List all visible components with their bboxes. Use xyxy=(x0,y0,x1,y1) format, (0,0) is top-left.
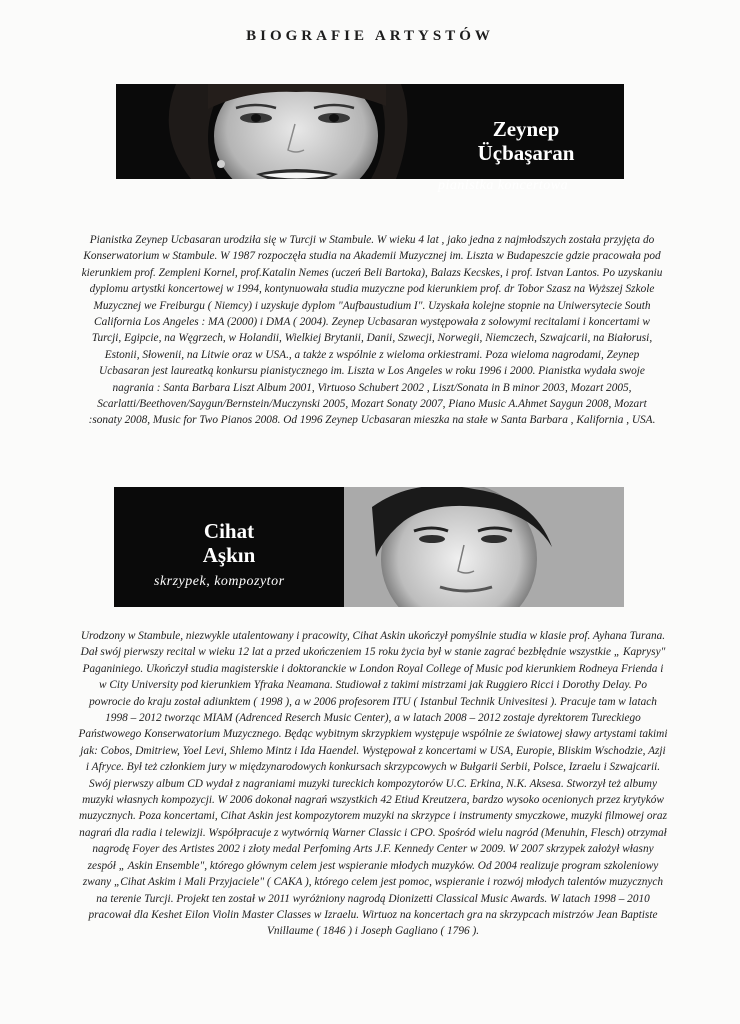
page-title: BIOGRAFIE ARTYSTÓW xyxy=(246,28,494,44)
artist-last-name: Aşkın xyxy=(202,543,256,567)
artist-last-name: Üçbaşaran xyxy=(477,141,575,165)
artist-first-name: Zeynep xyxy=(492,117,560,141)
artist-banner-zeynep xyxy=(116,84,624,179)
artist-role-cihat: skrzypek, kompozytor xyxy=(154,574,285,589)
artist-name-zeynep xyxy=(436,117,616,165)
artist-role-zeynep: pianistka koncertowa xyxy=(438,178,569,193)
artist-first-name: Cihat xyxy=(203,519,255,543)
artist-name-cihat xyxy=(164,519,294,567)
artist-bio-zeynep: Pianistka Zeynep Ucbasaran urodziła się w Turcji w Stambule. W wieku 4 lat , jako jedna z najmłodszych została przyjęta do Konserwatorium w Stambule. W 1987 rozpoczęła studia na Akademii Muzycznej im. Liszta w Budapeszcie gdzie pracowała pod kierunkiem prof. Zempleni Kornel, prof.Katalin Nemes (uczeń Beli Bartoka), Balazs Kecskes, i prof. Istvan Lantos. Po uzyskaniu dyplomu artystki koncertowej w 1994, kontynuowała studia muzyczne pod kierunkiem prof. dr Tobor Szasz na Wyższej Szkole Muzycznej we Freiburgu ( Niemcy) i uzyskuje dyplom "Aufbaustudium I". Uzyskała kolejne stopnie na Uniwersytecie South California Los Angeles : MA (2000) i DMA ( 2004). Zeynep Ucbasaran występowała z solowymi recitalami i koncertami w Turcji, Egipcie, na Węgrzech, w Holandii, Wielkiej Brytanii, Danii, Szwecji, Norwegii, Niemczech, Szwajcarii, na Białorusi, Estonii, Słowenii, na Litwie oraz w USA., a także z wspólnie z wieloma orkiestrami. Poza wieloma nagrodami, Zeynep Ucbasaran jest laureatką konkursu pianistycznego im. Liszta w Los Angeles w roku 1996 i 2000. Pianistka wydała swoje nagrania : Santa Barbara Liszt Album 2001, Virtuoso Schubert 2002 , Liszt/Sonata in B minor 2003, Mozart 2005, Scarlatti/Beethoven/Saygun/Bernstein/Muczynski 2005, Mozart Sonaty 2007, Piano Music A.Ahmet Saygun 2008, Mozart :sonaty 2008, Music for Two Pianos 2008. Od 1996 Zeynep Ucbasaran mieszka na stałe w Santa Barbara , Kalifornia , USA. xyxy=(81,234,663,427)
artist-banner-cihat xyxy=(114,487,624,607)
artist-bio-cihat: Urodzony w Stambule, niezwykle utalentowany i pracowity, Cihat Askin ukończył pomyślnie studia w klasie prof. Ayhana Turana. Dał swój pierwszy recital w wieku 12 lat a przed ukończeniem 15 roku życia był w stanie zagrać bezbłędnie wszystkie „ Kaprysy" Paganiniego. Ukończył studia magisterskie i doktoranckie w London Royal College of Music pod kierunkiem Rodneya Frienda i w City University pod kierunkiem Yfraka Neamana. Studiował z takimi mistrzami jak Ruggiero Ricci i Dorothy Delay. Po powrocie do kraju został adiunktem ( 1998 ), a w 2006 profesorem ITU ( Istanbul Technik Univesitesi ). Pracuje tam w latach 1998 – 2012 tworząc MIAM (Adrenced Reserch Music Center), a w latach 2008 – 2012 zostaje dyrektorem Tureckiego Państwowego Konserwatorium Muzycznego. Będąc wybitnym skrzypkiem występuje wspólnie ze światowej sławy artystami takimi jak: Cobos, Dmitriew, Yoel Levi, Shlemo Mintz i Ida Haendel. Występował z koncertami w USA, Europie, Bliskim Wschodzie, Azji i Afryce. Był też członkiem jury w międzynarodowych konkursach skrzypcowych w Bułgarii Serbii, Polsce, Izraelu i Szwajcarii. Swój pierwszy album CD wydał z nagraniami muzyki tureckich kompozytorów U.C. Erkina, N.K. Aksesa. Stworzył też albumy muzyki własnych kompozycji. W 2006 dokonał nagrań wszystkich 42 Etiud Kreutzera, bardzo wysoko ocenionych przez krytyków muzycznych. Poza koncertami, Cihat Askin jest kompozytorem muzyki na skrzypce i instrumenty smyczkowe, muzyki filmowej oraz nagrań dla radia i telewizji. Współpracuje z wytwórnią Warner Classic i CPO. Spośród wielu nagród (Menuhin, Flesch) otrzymał nagrodę Foyer des Artistes 2002 i złoty medal Perfoming Arts J.F. Kennedy Center w 2009. W 2007 skrzypek założył własny zespół „ Askin Ensemble", którego głównym celem jest wspieranie młodych muzyków. Od 2004 realizuje program szkoleniowy zwany „Cihat Askim i Mali Przyjaciele" ( CAKA ), którego celem jest pomoc, wspieranie i rozwój młodych talentów muzycznych na terenie Turcji. Projekt ten został w 2011 wyróżniony nagrodą Dionizetti Classical Music Awards. W latach 1998 – 2010 pracował dla Keshet Eilon Violin Master Classes w Izraelu. Wirtuoz na koncertach gra na skrzypcach mistrzów Jean Baptiste Vnillaume ( 1846 ) i Joseph Gagliano ( 1796 ). xyxy=(78,630,668,938)
